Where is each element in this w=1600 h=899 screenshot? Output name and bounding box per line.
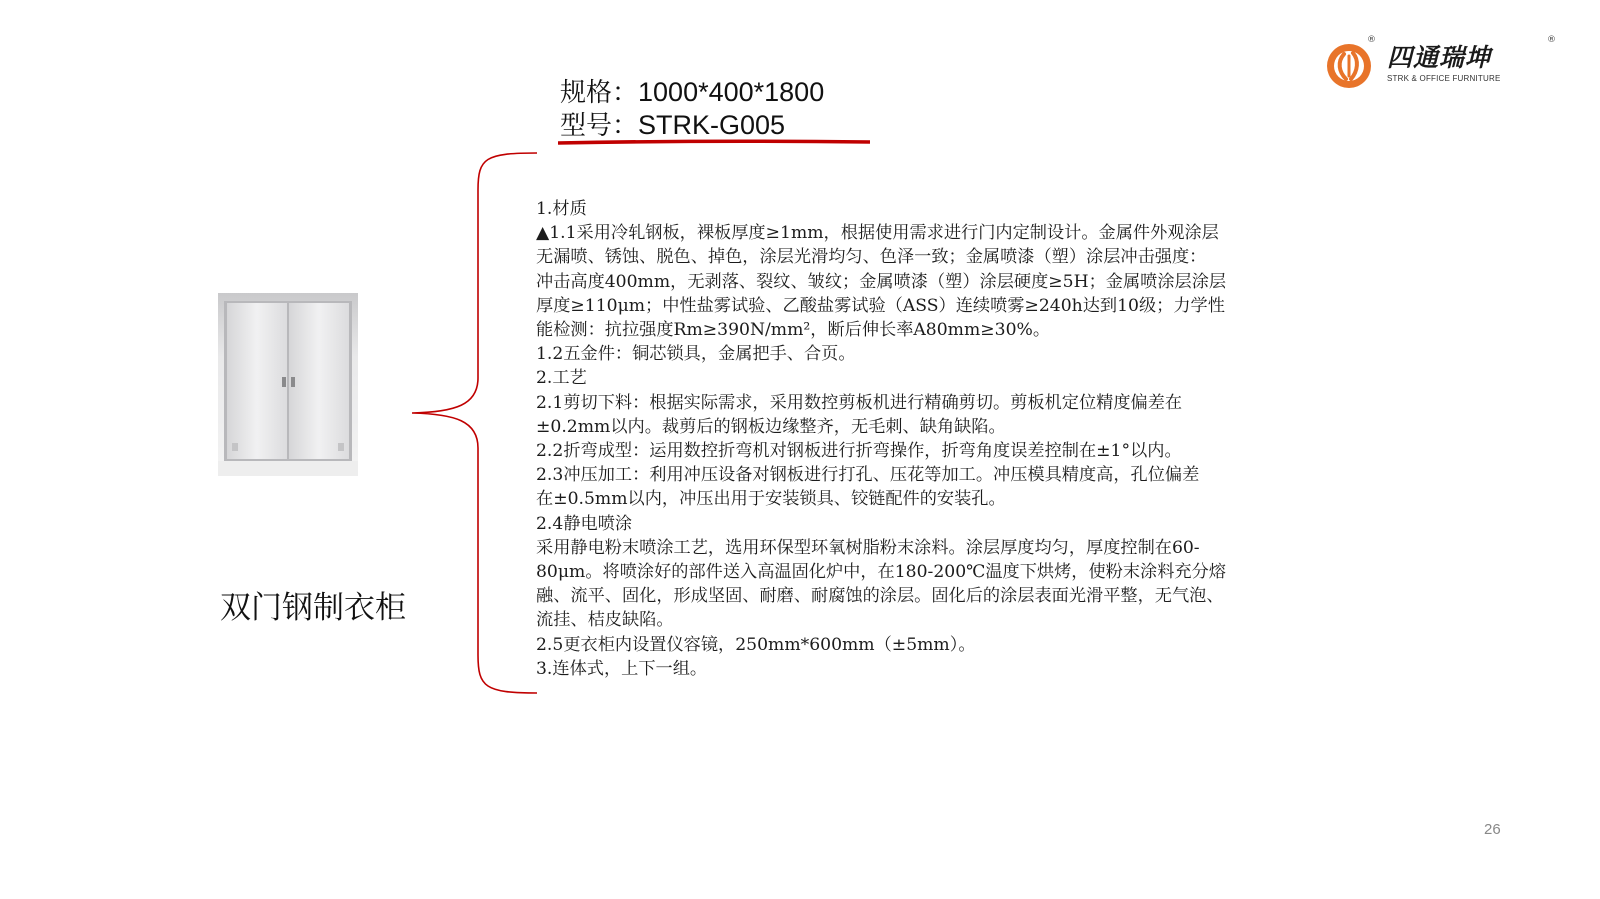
desc-line: 厚度≥110μm；中性盐雾试验、乙酸盐雾试验（ASS）连续喷雾≥240h达到10级；力学性 <box>536 295 1225 316</box>
desc-line: 1.材质 <box>536 199 587 219</box>
brand-subtitle: STRK & OFFICE FURNITURE <box>1387 74 1501 83</box>
desc-line: 流挂、桔皮缺陷。 <box>536 610 674 631</box>
desc-line: 2.2折弯成型：运用数控折弯机对钢板进行折弯操作，折弯角度误差控制在±1°以内。 <box>536 441 1182 462</box>
page-number: 26 <box>1484 821 1501 838</box>
spec-model-label: 型号： <box>560 111 639 141</box>
desc-line: 冲击高度400mm，无剥落、裂纹、皱纹；金属喷漆（塑）涂层硬度≥5H；金属喷涂层涂层 <box>536 271 1227 292</box>
desc-line: 无漏喷、锈蚀、脱色、掉色，涂层光滑均匀、色泽一致；金属喷漆（塑）涂层冲击强度： <box>536 247 1207 268</box>
brand-name: 四通瑞坤 <box>1387 43 1492 72</box>
brand-logo-icon <box>1325 42 1373 90</box>
product-description <box>536 197 1336 681</box>
desc-line: 在±0.5mm以内，冲压出用于安装锁具、铰链配件的安装孔。 <box>536 489 1006 510</box>
desc-line: 2.3冲压加工：利用冲压设备对钢板进行打孔、压花等加工。冲压模具精度高，孔位偏差 <box>536 465 1200 486</box>
desc-line: 2.1剪切下料：根据实际需求，采用数控剪板机进行精确剪切。剪板机定位精度偏差在 <box>536 392 1183 413</box>
desc-line: 2.5更衣柜内设置仪容镜，250mm*600mm（±5mm）。 <box>536 634 976 655</box>
spec-size-value: 1000*400*1800 <box>638 77 825 107</box>
steel-wardrobe-image <box>218 293 358 476</box>
red-underline <box>558 139 870 147</box>
registered-mark-2: ® <box>1547 35 1556 45</box>
desc-line: 2.4静电喷涂 <box>536 513 633 534</box>
desc-line: 80μm。将喷涂好的部件送入高温固化炉中，在180-200℃温度下烘烤，使粉末涂料充分熔 <box>536 562 1226 583</box>
desc-line: ▲1.1采用冷轧钢板，裸板厚度≥1mm，根据使用需求进行门内定制设计。金属件外观涂层 <box>536 223 1219 244</box>
brand-logo <box>1325 36 1555 96</box>
spec-header <box>560 76 824 142</box>
desc-line: 2.工艺 <box>536 368 587 389</box>
desc-line: 能检测：抗拉强度Rm≥390N/mm²，断后伸长率A80mm≥30%。 <box>536 320 1051 341</box>
spec-size-label: 规格： <box>560 78 639 108</box>
spec-size-line <box>560 76 824 109</box>
spec-model-value: STRK-G005 <box>638 110 786 140</box>
desc-line: 采用静电粉末喷涂工艺，选用环保型环氧树脂粉末涂料。涂层厚度均匀，厚度控制在60- <box>536 537 1200 558</box>
spec-model-line <box>560 109 824 142</box>
desc-line: 1.2五金件：铜芯锁具，金属把手、合页。 <box>536 344 856 365</box>
product-name: 双门钢制衣柜 <box>220 590 406 626</box>
registered-mark: ® <box>1367 35 1376 45</box>
curly-brace <box>410 150 540 700</box>
desc-line: 融、流平、固化，形成坚固、耐磨、耐腐蚀的涂层。固化后的涂层表面光滑平整，无气泡、 <box>536 586 1224 607</box>
desc-line: 3.连体式，上下一组。 <box>536 658 708 679</box>
desc-line: ±0.2mm以内。裁剪后的钢板边缘整齐，无毛刺、缺角缺陷。 <box>536 416 1006 437</box>
